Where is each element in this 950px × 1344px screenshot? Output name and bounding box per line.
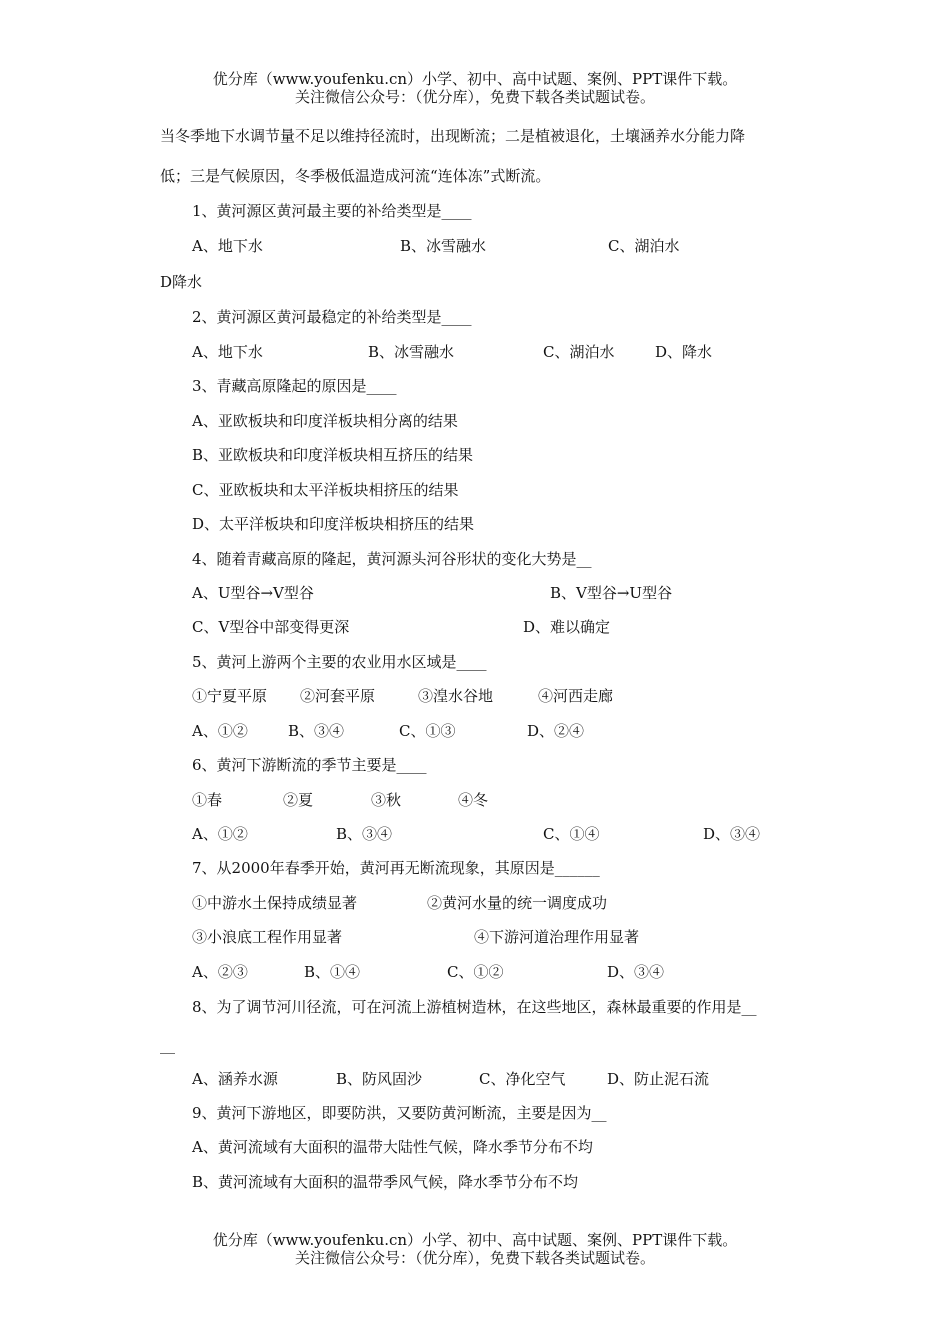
q6-option-c: C、①④: [543, 825, 600, 843]
q5-option-b: B、③④: [288, 722, 345, 740]
q7-option-d: D、③④: [607, 963, 665, 981]
q8-option-a: A、涵养水源: [192, 1070, 278, 1088]
q5-option-a: A、①②: [192, 722, 248, 740]
q3-option-c: C、亚欧板块和太平洋板块相挤压的结果: [192, 481, 459, 499]
q7-item-4: ④下游河道治理作用显著: [474, 928, 640, 946]
q5-item-2: ②河套平原: [300, 687, 376, 705]
q5-item-1: ①宁夏平原: [192, 687, 268, 705]
q6-option-d: D、③④: [703, 825, 761, 843]
q1-stem: 1、黄河源区黄河最主要的补给类型是____: [192, 202, 472, 220]
q4-option-b: B、V型谷→U型谷: [550, 584, 673, 602]
q1-option-a: A、地下水: [192, 237, 263, 255]
intro-line-2: 低；三是气候原因，冬季极低温造成河流“连体冻”式断流。: [160, 167, 551, 185]
q2-option-a: A、地下水: [192, 343, 263, 361]
footer-line-1: 优分库（www.youfenku.cn）小学、初中、高中试题、案例、PPT课件下载。: [212, 1231, 738, 1249]
q6-item-2: ②夏: [283, 791, 314, 809]
q2-option-b: B、冰雪融水: [368, 343, 455, 361]
q2-stem: 2、黄河源区黄河最稳定的补给类型是____: [192, 308, 472, 326]
q3-option-b: B、亚欧板块和印度洋板块相互挤压的结果: [192, 446, 474, 464]
q5-option-c: C、①③: [399, 722, 456, 740]
q1-option-b: B、冰雪融水: [400, 237, 487, 255]
q3-option-a: A、亚欧板块和印度洋板块相分离的结果: [192, 412, 458, 430]
q3-option-d: D、太平洋板块和印度洋板块相挤压的结果: [192, 515, 475, 533]
q6-item-1: ①春: [192, 791, 223, 809]
q4-option-d: D、难以确定: [523, 618, 611, 636]
q4-option-a: A、U型谷→V型谷: [192, 584, 314, 602]
q8-option-d: D、防止泥石流: [607, 1070, 710, 1088]
q7-option-b: B、①④: [304, 963, 361, 981]
q9-option-b: B、黄河流域有大面积的温带季风气候，降水季节分布不均: [192, 1173, 579, 1191]
q6-item-4: ④冬: [458, 791, 489, 809]
q6-option-b: B、③④: [336, 825, 393, 843]
q6-item-3: ③秋: [371, 791, 402, 809]
q8-option-c: C、净化空气: [479, 1070, 566, 1088]
header-line-2: 关注微信公众号：（优分库），免费下载各类试题试卷。: [294, 88, 655, 106]
q7-item-3: ③小浪底工程作用显著: [192, 928, 343, 946]
footer-line-2: 关注微信公众号：（优分库），免费下载各类试题试卷。: [294, 1249, 655, 1267]
q3-stem: 3、青藏高原隆起的原因是____: [192, 377, 397, 395]
q1-option-d: D降水: [160, 273, 203, 291]
q5-item-4: ④河西走廊: [538, 687, 614, 705]
q4-option-c: C、V型谷中部变得更深: [192, 618, 350, 636]
q7-stem: 7、从2000年春季开始，黄河再无断流现象，其原因是______: [192, 859, 600, 877]
q5-stem: 5、黄河上游两个主要的农业用水区域是____: [192, 653, 487, 671]
header-line-1: 优分库（www.youfenku.cn）小学、初中、高中试题、案例、PPT课件下载。: [212, 70, 738, 88]
q8-stem-continuation: __: [160, 1036, 175, 1054]
q7-item-1: ①中游水土保持成绩显著: [192, 894, 358, 912]
q8-stem: 8、为了调节河川径流，可在河流上游植树造林，在这些地区，森林最重要的作用是__: [192, 998, 757, 1016]
q6-option-a: A、①②: [192, 825, 248, 843]
q2-option-d: D、降水: [655, 343, 713, 361]
q7-option-c: C、①②: [447, 963, 504, 981]
q9-stem: 9、黄河下游地区，即要防洪，又要防黄河断流，主要是因为__: [192, 1104, 607, 1122]
q5-option-d: D、②④: [527, 722, 585, 740]
q6-stem: 6、黄河下游断流的季节主要是____: [192, 756, 427, 774]
q1-option-c: C、湖泊水: [608, 237, 680, 255]
q2-option-c: C、湖泊水: [543, 343, 615, 361]
q4-stem: 4、随着青藏高原的隆起，黄河源头河谷形状的变化大势是__: [192, 550, 592, 568]
q9-option-a: A、黄河流域有大面积的温带大陆性气候，降水季节分布不均: [192, 1138, 593, 1156]
q5-item-3: ③湟水谷地: [418, 687, 494, 705]
q7-item-2: ②黄河水量的统一调度成功: [427, 894, 608, 912]
q7-option-a: A、②③: [192, 963, 248, 981]
q8-option-b: B、防风固沙: [336, 1070, 423, 1088]
intro-line-1: 当冬季地下水调节量不足以维持径流时，出现断流；二是植被退化，土壤涵养水分能力降: [160, 127, 746, 145]
